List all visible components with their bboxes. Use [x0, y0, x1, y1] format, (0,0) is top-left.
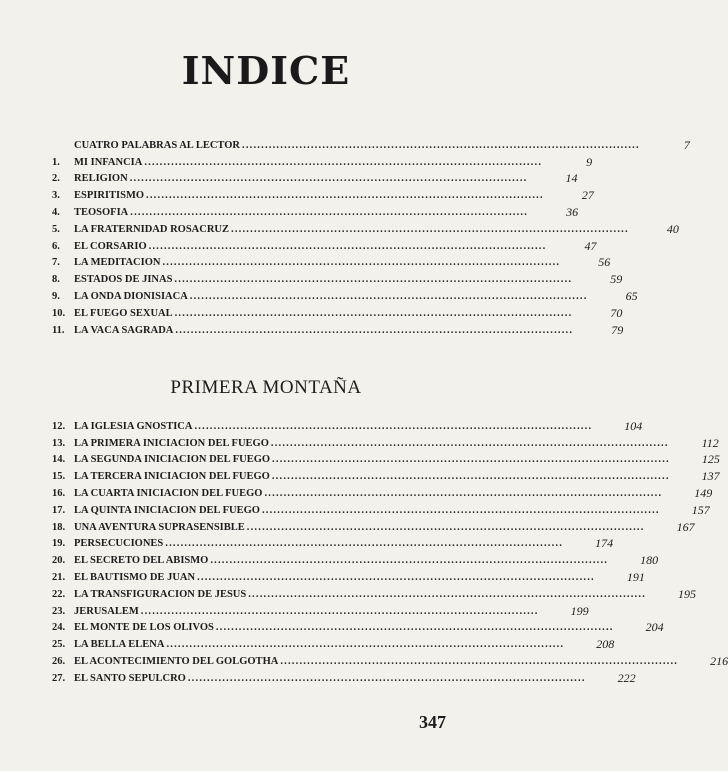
toc-entry-number: 19. — [52, 538, 66, 550]
toc-entry-title: ESPIRITISMO — [74, 190, 145, 202]
toc-entry-page: 40 — [666, 221, 679, 236]
toc-entry-page: 59 — [610, 272, 623, 287]
toc-entry-title: ESTADOS DE JINAS — [74, 274, 173, 286]
toc-entry — [52, 519, 695, 536]
toc-entry — [52, 636, 615, 653]
toc-entry-number: 16. — [52, 488, 66, 500]
toc-entry-page: 216 — [710, 654, 728, 669]
toc-leader-dots: ........................................................................................................ — [148, 240, 547, 252]
toc-entry-page: 180 — [640, 553, 659, 568]
toc-entry-title: LA MEDITACION — [74, 257, 161, 269]
toc-leader-dots: ........................................................................................................ — [231, 223, 629, 235]
toc-entry-number: 21. — [52, 572, 66, 584]
toc-entry — [52, 468, 720, 485]
toc-leader-dots: ........................................................................................................ — [264, 488, 663, 500]
toc-entry-page: 208 — [596, 637, 615, 652]
toc-entry-page: 149 — [694, 486, 713, 501]
toc-leader-dots: ........................................................................................................ — [246, 521, 645, 533]
toc-leader-dots: ........................................................................................................ — [197, 572, 595, 584]
toc-entry — [52, 418, 643, 435]
toc-entry — [52, 305, 623, 322]
toc-entry-title: LA FRATERNIDAD ROSACRUZ — [74, 223, 229, 235]
toc-leader-dots: ........................................................................................................ — [140, 605, 539, 617]
toc-entry-title: EL SANTO SEPULCRO — [74, 672, 186, 684]
toc-entry-title: LA VACA SAGRADA — [74, 324, 174, 336]
toc-entry — [52, 670, 636, 687]
toc-entry — [52, 154, 593, 171]
toc-entry-number: 24. — [52, 622, 66, 634]
toc-entry-page: 7 — [683, 137, 690, 152]
toc-entry-title: CUATRO PALABRAS AL LECTOR — [74, 139, 240, 151]
toc-intro-list — [52, 137, 690, 339]
toc-entry-page: 70 — [610, 305, 623, 320]
toc-entry — [52, 288, 638, 305]
toc-entry-page: 195 — [678, 586, 697, 601]
toc-leader-dots: ........................................................................................................ — [215, 622, 614, 634]
toc-entry-title: LA QUINTA INICIACION DEL FUEGO — [74, 504, 260, 516]
toc-entry-title: LA TRANSFIGURACION DE JESUS — [74, 588, 247, 600]
toc-entry-number: 23. — [52, 605, 66, 617]
toc-entry-number: 27. — [52, 672, 66, 684]
toc-entry-title: LA SEGUNDA INICIACION DEL FUEGO — [74, 454, 271, 466]
toc-entry-number: 25. — [52, 639, 66, 651]
toc-entry-title: MI INFANCIA — [74, 156, 143, 168]
toc-entry-title: LA BELLA ELENA — [74, 639, 165, 651]
toc-entry-number: 22. — [52, 588, 66, 600]
toc-entry-page: 222 — [617, 670, 636, 685]
toc-leader-dots: ........................................................................................................ — [174, 307, 573, 319]
toc-leader-dots: ........................................................................................................ — [174, 274, 573, 286]
toc-entry-number: 6. — [52, 240, 60, 252]
toc-entry — [52, 137, 690, 154]
toc-entry-title: PERSECUCIONES — [74, 538, 164, 550]
toc-entry-page: 14 — [565, 171, 578, 186]
toc-entry-number: 8. — [52, 274, 60, 286]
toc-leader-dots: ........................................................................................................ — [242, 139, 640, 151]
toc-entry-title: LA ONDA DIONISIACA — [74, 291, 188, 303]
toc-entry-number: 15. — [52, 471, 66, 483]
toc-entry-title: EL ACONTECIMIENTO DEL GOLGOTHA — [74, 656, 279, 668]
toc-entry-page: 191 — [626, 570, 645, 585]
toc-entry-title: EL MONTE DE LOS OLIVOS — [74, 622, 214, 634]
toc-entry-title: EL CORSARIO — [74, 240, 147, 252]
toc-entry-page: 204 — [645, 620, 664, 635]
toc-entry — [52, 485, 713, 502]
toc-entry-number: 4. — [52, 207, 60, 219]
toc-leader-dots: ........................................................................................................ — [280, 656, 679, 668]
toc-entry — [52, 502, 710, 519]
toc-leader-dots: ........................................................................................................ — [129, 173, 528, 185]
toc-entry-page: 137 — [701, 469, 720, 484]
toc-leader-dots: ........................................................................................................ — [271, 471, 670, 483]
toc-leader-dots: ........................................................................................................ — [130, 207, 529, 219]
toc-leader-dots: ........................................................................................................ — [144, 156, 543, 168]
toc-entry-page: 157 — [691, 502, 710, 517]
toc-entry — [52, 271, 623, 288]
page-title: INDICE — [181, 48, 351, 93]
toc-entry-number: 2. — [52, 173, 60, 185]
toc-entry-page: 104 — [624, 418, 643, 433]
toc-leader-dots: ........................................................................................................ — [261, 504, 660, 516]
toc-entry-number: 3. — [52, 190, 60, 202]
toc-entry — [52, 171, 578, 188]
toc-entry — [52, 653, 728, 670]
toc-entry-number: 10. — [52, 307, 66, 319]
toc-entry-title: EL BAUTISMO DE JUAN — [74, 572, 196, 584]
toc-entry — [52, 586, 697, 603]
toc-entry-number: 12. — [52, 420, 66, 432]
toc-entry-title: JERUSALEM — [74, 605, 139, 617]
toc-leader-dots: ........................................................................................................ — [165, 538, 564, 550]
toc-entry-page: 174 — [595, 536, 614, 551]
toc-entry-number: 11. — [52, 324, 65, 336]
toc-entry — [52, 620, 664, 637]
toc-entry — [52, 569, 645, 586]
toc-entry-title: LA TERCERA INICIACION DEL FUEGO — [74, 471, 270, 483]
toc-entry-page: 47 — [584, 238, 597, 253]
toc-entry-number: 13. — [52, 437, 66, 449]
toc-entry-title: TEOSOFIA — [74, 207, 129, 219]
toc-entry-number: 14. — [52, 454, 66, 466]
toc-entry-number: 17. — [52, 504, 66, 516]
toc-entry — [52, 452, 720, 469]
toc-leader-dots: ........................................................................................................ — [248, 588, 647, 600]
toc-entry — [52, 536, 614, 553]
section-heading: PRIMERA MONTAÑA — [170, 377, 362, 398]
toc-entry-number: 1. — [52, 156, 60, 168]
toc-entry-title: LA CUARTA INICIACION DEL FUEGO — [74, 488, 263, 500]
toc-entry — [52, 221, 679, 238]
toc-entry — [52, 603, 589, 620]
toc-entry-page: 199 — [570, 603, 589, 618]
toc-entry-page: 56 — [598, 255, 611, 270]
toc-leader-dots: ........................................................................................................ — [189, 291, 588, 303]
toc-entry-page: 65 — [625, 289, 638, 304]
toc-entry-title: LA PRIMERA INICIACION DEL FUEGO — [74, 437, 269, 449]
toc-entry-number: 20. — [52, 555, 66, 567]
toc-entry-page: 167 — [676, 519, 695, 534]
toc-entry-number: 18. — [52, 521, 66, 533]
toc-leader-dots: ........................................................................................................ — [162, 257, 561, 269]
toc-entry-title: LA IGLESIA GNOSTICA — [74, 420, 193, 432]
toc-entry-title: EL FUEGO SEXUAL — [74, 307, 173, 319]
toc-entry-number: 7. — [52, 257, 60, 269]
toc-entry-number: 26. — [52, 656, 66, 668]
toc-entry — [52, 187, 594, 204]
toc-leader-dots: ........................................................................................................ — [146, 190, 544, 202]
toc-leader-dots: ........................................................................................................ — [210, 555, 609, 567]
toc-entry — [52, 322, 624, 339]
toc-leader-dots: ........................................................................................................ — [166, 639, 565, 651]
toc-entry-page: 9 — [586, 154, 593, 169]
toc-entry-number: 5. — [52, 223, 60, 235]
toc-entry — [52, 204, 579, 221]
toc-entry — [52, 552, 659, 569]
toc-entry-page: 36 — [566, 205, 579, 220]
page-number: 347 — [419, 712, 446, 732]
toc-entry-title: EL SECRETO DEL ABISMO — [74, 555, 209, 567]
toc-entry — [52, 238, 597, 255]
toc-entry-page: 27 — [581, 188, 594, 203]
toc-entry — [52, 435, 719, 452]
toc-leader-dots: ........................................................................................................ — [175, 324, 574, 336]
toc-entry-title: UNA AVENTURA SUPRASENSIBLE — [74, 521, 245, 533]
toc-section-list — [52, 418, 728, 687]
toc-entry-title: RELIGION — [74, 173, 128, 185]
toc-leader-dots: ........................................................................................................ — [187, 672, 586, 684]
toc-entry-page: 79 — [611, 322, 624, 337]
toc-entry-page: 125 — [701, 452, 720, 467]
toc-entry-number: 9. — [52, 291, 60, 303]
toc-leader-dots: ........................................................................................................ — [270, 437, 669, 449]
toc-leader-dots: ........................................................................................................ — [194, 420, 593, 432]
toc-entry — [52, 255, 611, 272]
toc-leader-dots: ........................................................................................................ — [272, 454, 670, 466]
toc-entry-page: 112 — [701, 435, 719, 450]
